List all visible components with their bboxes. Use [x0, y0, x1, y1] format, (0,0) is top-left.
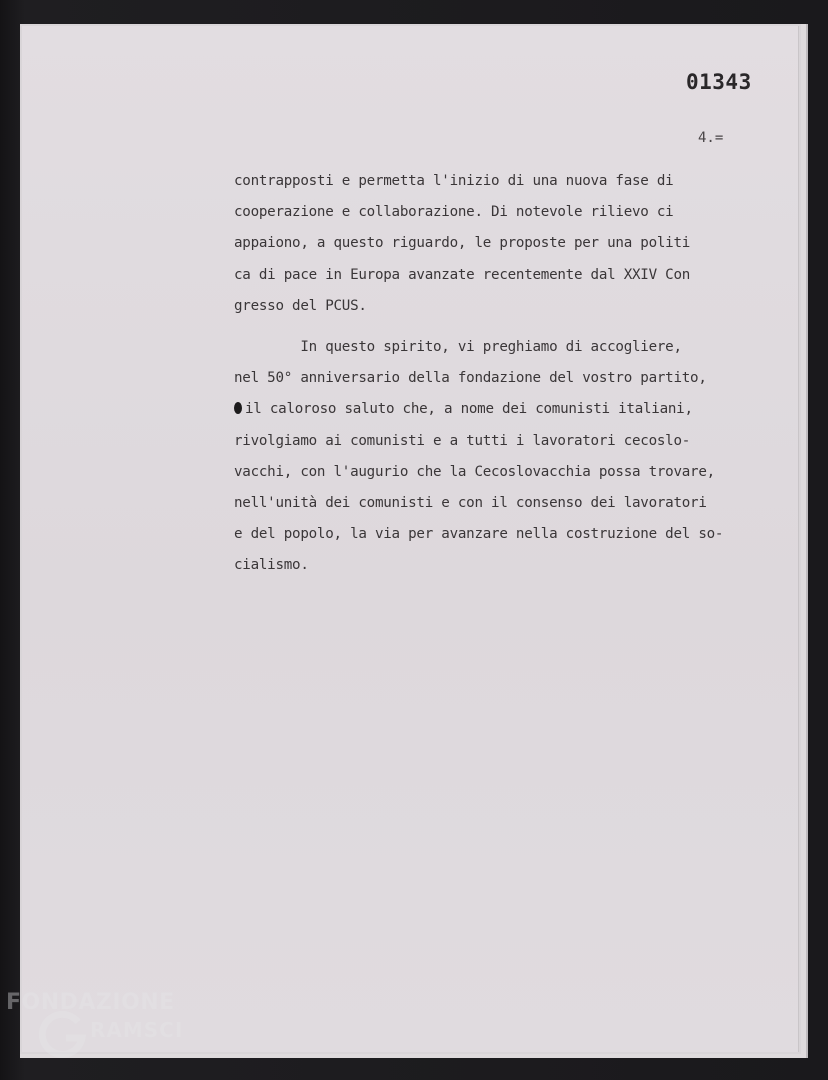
paragraph-gap [234, 322, 804, 332]
fondazione-gramsci-watermark [4, 990, 224, 1070]
document-page [22, 26, 798, 1052]
text-line: rivolgiamo ai comunisti e a tutti i lavoratori cecoslo- [234, 432, 691, 449]
ink-blot [234, 402, 242, 414]
text-line: cooperazione e collaborazione. Di notevole rilievo ci [234, 204, 674, 221]
letter-body [234, 166, 804, 582]
text-line: gresso del PCUS. [234, 297, 367, 314]
watermark-line2: RAMSCI [90, 1018, 184, 1042]
text-line: contrapposti e permetta l'inizio di una nuova fase di [234, 173, 674, 189]
page-marker: 4.= [698, 130, 724, 146]
watermark-line1: FONDAZIONE [6, 990, 175, 1015]
text-line: appaiono, a questo riguardo, le proposte per una politi [234, 235, 691, 252]
text-line: nel 50° anniversario della fondazione del vostro partito, [234, 370, 707, 387]
text-line: vacchi, con l'augurio che la Cecoslovacchia possa trovare, [234, 463, 715, 480]
text-line: cialismo. [234, 557, 309, 574]
text-line: In questo spirito, vi preghiamo di accogliere, [234, 339, 682, 356]
text-line: e del popolo, la via per avanzare nella costruzione del so- [234, 526, 724, 543]
watermark-g-logo-icon [38, 1008, 90, 1060]
text-line: ca di pace in Europa avanzate recentemente dal XXIV Con [234, 266, 691, 283]
text-line: il caloroso saluto che, a nome dei comunisti italiani, [245, 401, 693, 418]
text-line: nell'unità dei comunisti e con il consenso dei lavoratori [234, 495, 707, 512]
text-line-with-blot [234, 394, 804, 425]
document-number: 01343 [686, 70, 752, 94]
